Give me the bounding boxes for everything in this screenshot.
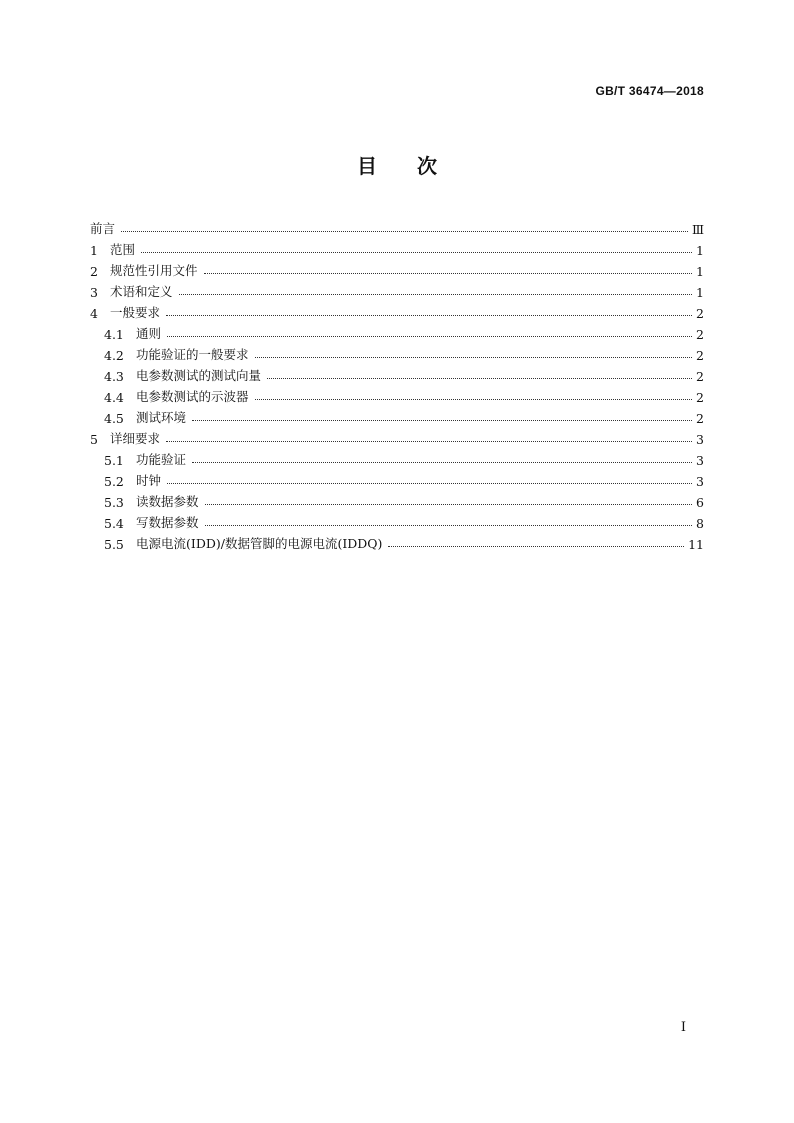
- toc-entry-label: 范围: [110, 242, 136, 257]
- toc-entry[interactable]: [90, 279, 704, 300]
- page-number: I: [680, 1020, 686, 1035]
- toc-entry-label: 时钟: [136, 473, 162, 488]
- toc-entry-number: 5: [90, 432, 98, 447]
- toc-entry-page: 2: [696, 390, 704, 405]
- toc-entry-page: 1: [696, 264, 704, 279]
- toc-entry-label: 功能验证: [136, 452, 187, 467]
- toc-entry-number: 5.1: [104, 453, 124, 468]
- toc-entry-page: 1: [696, 285, 704, 300]
- dot-leader: [205, 524, 692, 526]
- toc-entry[interactable]: [90, 237, 704, 258]
- dot-leader: [192, 461, 692, 463]
- toc-entry[interactable]: [90, 321, 704, 342]
- toc-entry-label: 一般要求: [110, 305, 161, 320]
- dot-leader: [166, 314, 692, 316]
- toc-entry[interactable]: [90, 384, 704, 405]
- toc-entry-page: 11: [688, 537, 704, 552]
- toc-entry[interactable]: [90, 258, 704, 279]
- toc-entry[interactable]: [90, 405, 704, 426]
- toc-entry-number: 5.2: [104, 474, 124, 489]
- dot-leader: [192, 419, 692, 421]
- dot-leader: [167, 482, 692, 484]
- toc-entry[interactable]: [90, 300, 704, 321]
- toc-entry-number: 1: [90, 243, 98, 258]
- toc-entry-page: 2: [696, 411, 704, 426]
- toc-entry-number: 4: [90, 306, 98, 321]
- toc-entry-label: 功能验证的一般要求: [136, 347, 249, 362]
- table-of-contents: [90, 216, 704, 552]
- toc-entry-label: 前言: [90, 221, 116, 236]
- page-title: [0, 150, 794, 179]
- toc-entry-page: 8: [696, 516, 704, 531]
- toc-entry-page: 2: [696, 327, 704, 342]
- toc-entry-page: 3: [696, 453, 704, 468]
- standard-number: GB/T 36474—2018: [595, 84, 704, 98]
- toc-entry[interactable]: [90, 447, 704, 468]
- toc-entry-page: 2: [696, 306, 704, 321]
- toc-entry[interactable]: [90, 363, 704, 384]
- dot-leader: [205, 503, 692, 505]
- dot-leader: [179, 293, 692, 295]
- toc-entry-number: 5.5: [104, 537, 124, 552]
- toc-entry-number: 4.1: [104, 327, 124, 342]
- dot-leader: [255, 398, 692, 400]
- toc-entry-page: 3: [696, 474, 704, 489]
- toc-entry-number: 5.3: [104, 495, 124, 510]
- toc-entry-number: 4.3: [104, 369, 124, 384]
- toc-entry-page: Ⅲ: [691, 222, 704, 237]
- toc-entry-label: 通则: [136, 326, 162, 341]
- toc-entry-number: 4.2: [104, 348, 124, 363]
- title-part-2: 次: [417, 154, 437, 178]
- toc-entry-label: 术语和定义: [110, 284, 173, 299]
- toc-entry-number: 4.4: [104, 390, 124, 405]
- dot-leader: [121, 230, 688, 232]
- toc-entry-label: 规范性引用文件: [110, 263, 198, 278]
- toc-entry-label: 电源电流(IDD)/数据管脚的电源电流(IDDQ): [136, 536, 383, 551]
- dot-leader: [267, 377, 692, 379]
- dot-leader: [388, 545, 684, 547]
- dot-leader: [141, 251, 692, 253]
- toc-entry[interactable]: [90, 342, 704, 363]
- toc-entry-number: 4.5: [104, 411, 124, 426]
- toc-entry[interactable]: [90, 468, 704, 489]
- toc-entry-number: 5.4: [104, 516, 124, 531]
- dot-leader: [255, 356, 692, 358]
- toc-entry-label: 电参数测试的测试向量: [136, 368, 262, 383]
- toc-entry[interactable]: [90, 510, 704, 531]
- toc-entry-label: 写数据参数: [136, 515, 199, 530]
- toc-entry[interactable]: [90, 426, 704, 447]
- dot-leader: [204, 272, 692, 274]
- dot-leader: [167, 335, 692, 337]
- toc-entry-label: 电参数测试的示波器: [136, 389, 249, 404]
- toc-entry[interactable]: [90, 531, 704, 552]
- title-part-1: 目: [357, 154, 377, 178]
- toc-entry[interactable]: [90, 216, 704, 237]
- toc-entry-number: 3: [90, 285, 98, 300]
- toc-entry-page: 6: [696, 495, 704, 510]
- toc-entry-page: 2: [696, 369, 704, 384]
- toc-entry-number: 2: [90, 264, 98, 279]
- toc-entry-page: 3: [696, 432, 704, 447]
- toc-entry-page: 2: [696, 348, 704, 363]
- toc-entry-page: 1: [696, 243, 704, 258]
- toc-entry[interactable]: [90, 489, 704, 510]
- toc-entry-label: 详细要求: [110, 431, 161, 446]
- dot-leader: [166, 440, 692, 442]
- toc-entry-label: 读数据参数: [136, 494, 199, 509]
- toc-entry-label: 测试环境: [136, 410, 187, 425]
